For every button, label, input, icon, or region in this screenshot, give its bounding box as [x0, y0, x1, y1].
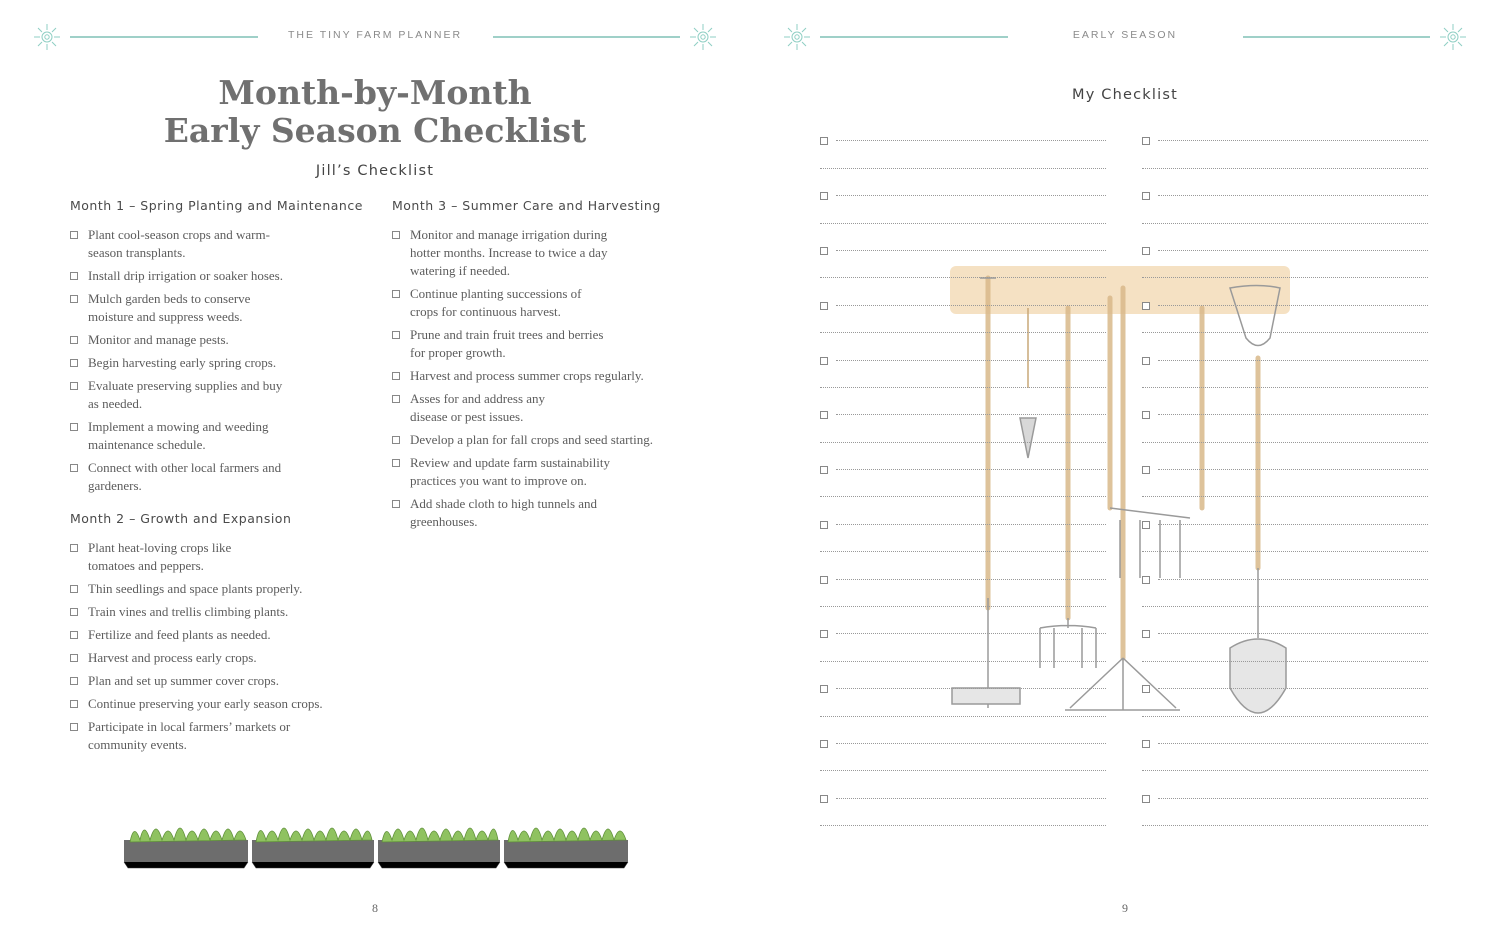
checkbox-icon[interactable]: [1142, 521, 1150, 529]
checkbox-icon[interactable]: [1142, 192, 1150, 200]
checkbox-icon[interactable]: [820, 685, 828, 693]
checklist-line[interactable]: [1142, 693, 1428, 720]
checkbox-icon[interactable]: [70, 336, 78, 344]
page-number: 9: [1122, 901, 1128, 915]
seedling-trays-illustration: [120, 792, 640, 872]
checkbox-icon[interactable]: [70, 272, 78, 280]
checkbox-icon[interactable]: [820, 740, 828, 748]
checkbox-icon[interactable]: [820, 247, 828, 255]
checkbox-icon[interactable]: [70, 295, 78, 303]
month-1-list: [70, 226, 290, 495]
checklist-line[interactable]: [820, 611, 1106, 638]
checklist-line[interactable]: [820, 775, 1106, 802]
checkbox-icon[interactable]: [1142, 795, 1150, 803]
header-rule: [1243, 36, 1430, 38]
month-2-heading: Month 2 – Growth and Expansion: [70, 511, 292, 526]
checkbox-icon[interactable]: [820, 630, 828, 638]
checkbox-icon[interactable]: [820, 521, 828, 529]
checkbox-icon[interactable]: [392, 231, 400, 239]
checklist-column-2: [392, 198, 682, 547]
checklist-line[interactable]: [820, 748, 1106, 775]
title-line-2: Early Season Checklist: [163, 111, 587, 150]
checklist-line[interactable]: [1142, 666, 1428, 693]
checkbox-icon[interactable]: [820, 192, 828, 200]
checklist-item: Train vines and trellis climbing plants.: [70, 603, 345, 621]
checklist-item: Develop a plan for fall crops and seed starting.: [392, 431, 677, 449]
checkbox-icon[interactable]: [820, 576, 828, 584]
checklist-line[interactable]: [1142, 365, 1428, 392]
checklist-item: Implement a mowing and weeding maintenance schedule.: [70, 418, 290, 454]
checklist-line[interactable]: [1142, 282, 1428, 309]
checkbox-icon[interactable]: [70, 544, 78, 552]
checklist-line[interactable]: [1142, 474, 1428, 501]
checklist-line[interactable]: [820, 584, 1106, 611]
checklist-item: Asses for and address any disease or pest issues.: [392, 390, 580, 426]
checklist-line[interactable]: [1142, 200, 1428, 227]
checklist-item: Evaluate preserving supplies and buy as needed.: [70, 377, 290, 413]
checklist-item: Continue preserving your early season crops.: [70, 695, 345, 713]
checklist-line[interactable]: [1142, 447, 1428, 474]
checkbox-icon[interactable]: [392, 395, 400, 403]
checklist-item: Plant cool-season crops and warm-season transplants.: [70, 226, 290, 262]
checkbox-icon[interactable]: [1142, 302, 1150, 310]
checklist-item: Fertilize and feed plants as needed.: [70, 626, 345, 644]
right-page: [750, 0, 1500, 938]
checklist-line[interactable]: [1142, 228, 1428, 255]
checkbox-icon[interactable]: [1142, 466, 1150, 474]
checklist-line[interactable]: [820, 556, 1106, 583]
checklist-line[interactable]: [820, 337, 1106, 364]
checklist-item: Participate in local farmers’ markets or community events.: [70, 718, 308, 754]
compass-star-icon: [1440, 24, 1466, 50]
checklist-subtitle: Jill’s Checklist: [315, 163, 435, 179]
checkbox-icon[interactable]: [1142, 357, 1150, 365]
checklist-line[interactable]: [820, 474, 1106, 501]
title-line-1: Month-by-Month: [218, 73, 532, 112]
checkbox-icon[interactable]: [1142, 685, 1150, 693]
checkbox-icon[interactable]: [70, 585, 78, 593]
checklist-line[interactable]: [820, 365, 1106, 392]
checkbox-icon[interactable]: [820, 795, 828, 803]
month-2-list: [70, 539, 345, 754]
checkbox-icon[interactable]: [392, 459, 400, 467]
checklist-line[interactable]: [1142, 775, 1428, 802]
checklist-line[interactable]: [1142, 173, 1428, 200]
checkbox-icon[interactable]: [820, 411, 828, 419]
checkbox-icon[interactable]: [70, 359, 78, 367]
checkbox-icon[interactable]: [70, 464, 78, 472]
checklist-item: Thin seedlings and space plants properly.: [70, 580, 345, 598]
checklist-item: Add shade cloth to high tunnels and greenhouses.: [392, 495, 610, 531]
checklist-item: Plant heat-loving crops like tomatoes and peppers.: [70, 539, 268, 575]
checkbox-icon[interactable]: [1142, 576, 1150, 584]
month-3-heading: Month 3 – Summer Care and Harvesting: [392, 198, 661, 213]
checklist-line[interactable]: [820, 282, 1106, 309]
checklist-line[interactable]: [820, 638, 1106, 665]
checklist-line[interactable]: [820, 200, 1106, 227]
checklist-line[interactable]: [1142, 255, 1428, 282]
checkbox-icon[interactable]: [1142, 247, 1150, 255]
checkbox-icon[interactable]: [392, 372, 400, 380]
checklist-line[interactable]: [820, 529, 1106, 556]
checklist-line[interactable]: [1142, 611, 1428, 638]
checklist-line[interactable]: [820, 447, 1106, 474]
checkbox-icon[interactable]: [392, 436, 400, 444]
checkbox-icon[interactable]: [70, 700, 78, 708]
checkbox-icon[interactable]: [392, 500, 400, 508]
checklist-line[interactable]: [1142, 118, 1428, 145]
checkbox-icon[interactable]: [70, 382, 78, 390]
checkbox-icon[interactable]: [1142, 630, 1150, 638]
checklist-item: Monitor and manage pests.: [70, 331, 290, 349]
checklist-line[interactable]: [1142, 803, 1428, 830]
running-header: EARLY SEASON: [1072, 29, 1178, 41]
month-3-list: [392, 226, 677, 531]
checkbox-icon[interactable]: [70, 723, 78, 731]
checklist-line[interactable]: [1142, 337, 1428, 364]
checklist-line[interactable]: [1142, 584, 1428, 611]
header-rule: [493, 36, 680, 38]
checklist-item: Begin harvesting early spring crops.: [70, 354, 290, 372]
checklist-line[interactable]: [820, 721, 1106, 748]
checklist-line[interactable]: [1142, 748, 1428, 775]
checklist-line[interactable]: [1142, 529, 1428, 556]
checklist-line[interactable]: [820, 118, 1106, 145]
checklist-line[interactable]: [820, 501, 1106, 528]
checklist-item: Harvest and process early crops.: [70, 649, 345, 667]
checkbox-icon[interactable]: [1142, 740, 1150, 748]
month-1-heading: Month 1 – Spring Planting and Maintenance: [70, 198, 363, 213]
checkbox-icon[interactable]: [820, 137, 828, 145]
checklist-line[interactable]: [1142, 145, 1428, 172]
checkbox-icon[interactable]: [70, 231, 78, 239]
checkbox-icon[interactable]: [820, 357, 828, 365]
checklist-item: Continue planting successions of crops for continuous harvest.: [392, 285, 610, 321]
checklist-line[interactable]: [820, 145, 1106, 172]
checklist-item: Prune and train fruit trees and berries for proper growth.: [392, 326, 610, 362]
checkbox-icon[interactable]: [70, 631, 78, 639]
checkbox-icon[interactable]: [1142, 411, 1150, 419]
checklist-line[interactable]: [1142, 556, 1428, 583]
checkbox-icon[interactable]: [1142, 137, 1150, 145]
page-title: [120, 74, 630, 150]
checklist-line[interactable]: [1142, 392, 1428, 419]
checklist-line[interactable]: [820, 255, 1106, 282]
checklist-item: Review and update farm sustainability practices you want to improve on.: [392, 454, 645, 490]
checkbox-icon[interactable]: [392, 331, 400, 339]
checklist-line[interactable]: [820, 228, 1106, 255]
running-header: THE TINY FARM PLANNER: [287, 29, 463, 41]
checklist-line[interactable]: [1142, 721, 1428, 748]
left-header: [0, 24, 750, 50]
right-header: [750, 24, 1500, 50]
checklist-line[interactable]: [820, 666, 1106, 693]
checklist-line[interactable]: [1142, 638, 1428, 665]
checklist-lines-left: [820, 118, 1106, 830]
checklist-line[interactable]: [1142, 310, 1428, 337]
checklist-item: Plan and set up summer cover crops.: [70, 672, 345, 690]
checklist-line[interactable]: [820, 803, 1106, 830]
checklist-column-1: [70, 198, 370, 770]
checklist-item: Harvest and process summer crops regularly.: [392, 367, 677, 385]
checkbox-icon[interactable]: [70, 423, 78, 431]
checkbox-icon[interactable]: [70, 654, 78, 662]
checkbox-icon[interactable]: [392, 290, 400, 298]
checklist-item: Mulch garden beds to conserve moisture and suppress weeds.: [70, 290, 290, 326]
checkbox-icon[interactable]: [70, 677, 78, 685]
checklist-item: Connect with other local farmers and gardeners.: [70, 459, 290, 495]
checklist-item: Monitor and manage irrigation during hotter months. Increase to twice a day watering if needed.: [392, 226, 610, 280]
checklist-line[interactable]: [820, 173, 1106, 200]
checkbox-icon[interactable]: [820, 302, 828, 310]
page-number: 8: [372, 901, 378, 915]
compass-star-icon: [690, 24, 716, 50]
checklist-item: Install drip irrigation or soaker hoses.: [70, 267, 290, 285]
checkbox-icon[interactable]: [70, 608, 78, 616]
checkbox-icon[interactable]: [820, 466, 828, 474]
checklist-lines-right: [1142, 118, 1428, 830]
checklist-line[interactable]: [820, 392, 1106, 419]
checklist-line[interactable]: [1142, 419, 1428, 446]
my-checklist-title: My Checklist: [1071, 87, 1178, 103]
checklist-line[interactable]: [820, 310, 1106, 337]
checklist-line[interactable]: [820, 419, 1106, 446]
checklist-line[interactable]: [1142, 501, 1428, 528]
checklist-line[interactable]: [820, 693, 1106, 720]
